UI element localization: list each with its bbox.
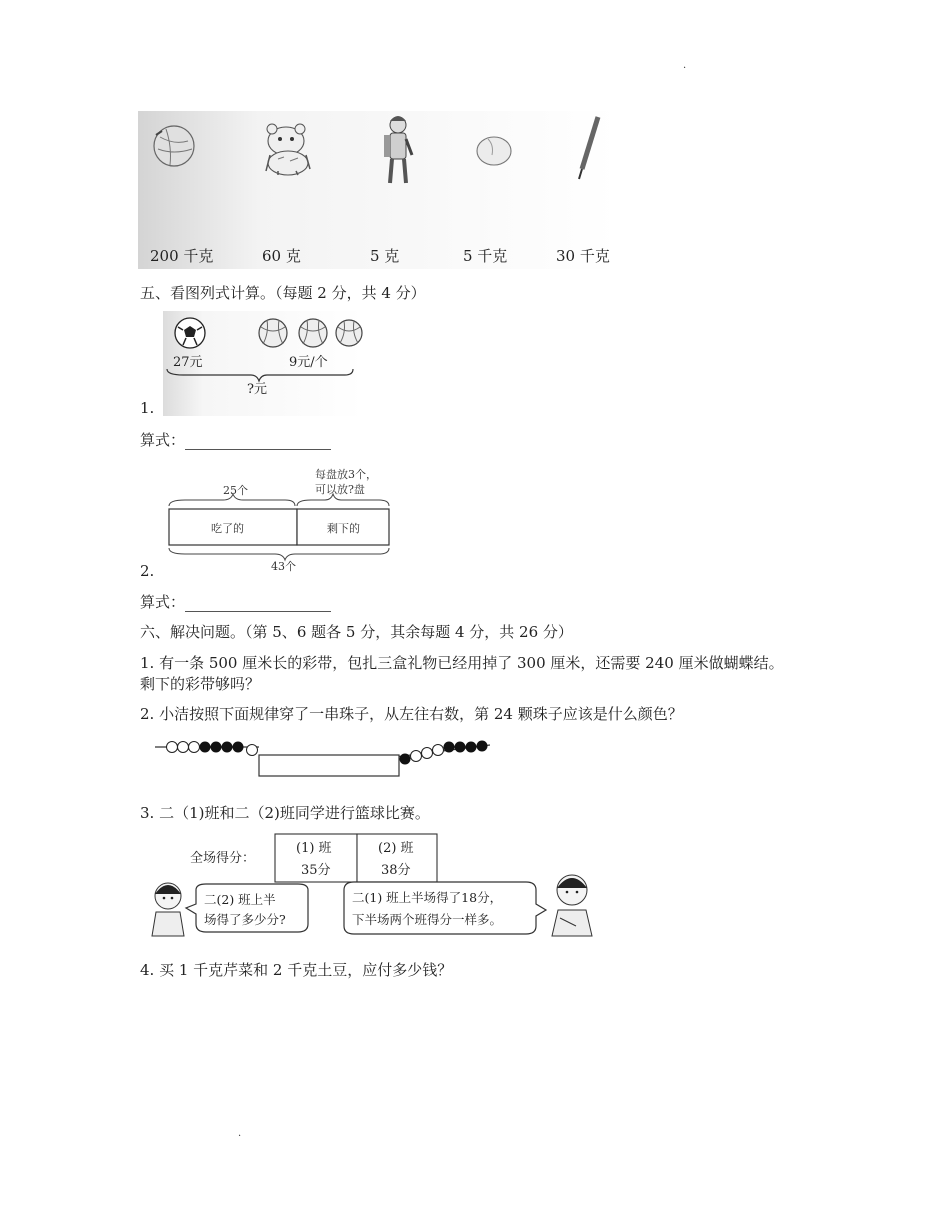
plate-note: 可以放?盘 (315, 483, 365, 496)
header-dot: . (683, 60, 687, 71)
weights-image (138, 111, 618, 269)
black-bead (466, 742, 477, 753)
total-question: ?元 (247, 382, 267, 397)
class2-score: 38分 (381, 863, 411, 878)
volleyball-icon (299, 319, 327, 347)
plate-note: 每盘放3个， (315, 468, 377, 481)
class1-score: 35分 (301, 863, 331, 878)
q1-illustration (163, 311, 363, 416)
basketball-illustration (148, 832, 598, 942)
total-count: 43个 (271, 560, 296, 572)
white-bead (411, 751, 422, 762)
s6-q1-line2: 剩下的彩带够吗？ (140, 675, 261, 693)
q2-number: 2. (140, 562, 155, 580)
weight-label: 5 克 (370, 247, 400, 265)
section6-title: 六、解决问题。（第 5、6 题各 5 分，其余每题 4 分，共 26 分） (140, 623, 573, 641)
white-bead (189, 742, 200, 753)
white-bead (167, 742, 178, 753)
boy-statement: 下半场两个班得分一样多。 (352, 912, 503, 927)
q2-diagram (165, 462, 395, 572)
q1-number: 1. (140, 399, 155, 417)
soccer-ball-icon (175, 318, 205, 348)
girl-question: 场得了多少分? (204, 912, 286, 927)
class1-label: (1) 班 (296, 841, 332, 856)
boy-statement: 二(1) 班上半场得了18分， (352, 890, 503, 905)
beads-image (155, 735, 490, 780)
basketball-image (148, 832, 598, 942)
black-bead (455, 742, 466, 753)
black-bead (477, 741, 488, 752)
white-bead (433, 745, 444, 756)
volleyball-icon (259, 319, 287, 347)
black-bead (444, 742, 455, 753)
answer-label: 算式： (140, 593, 186, 611)
q2-image (165, 462, 395, 572)
hidden-beads-box (259, 755, 399, 776)
remaining-label: 剩下的 (327, 522, 360, 535)
black-bead (222, 742, 233, 753)
eaten-label: 吃了的 (211, 522, 244, 535)
score-label: 全场得分： (190, 851, 256, 866)
s6-q2: 2. 小洁按照下面规律穿了一串珠子，从左往右数，第 24 颗珠子应该是什么颜色？ (140, 705, 683, 723)
s6-q3: 3. 二（1)班和二（2)班同学进行篮球比赛。 (140, 804, 430, 822)
volleyball-price: 9元/个 (289, 355, 328, 370)
weight-label: 30 千克 (556, 247, 610, 265)
beads-diagram (155, 735, 490, 780)
s6-q1-line1: 1. 有一条 500 厘米长的彩带，包扎三盒礼物已经用掉了 300 厘米，还需要 240 厘米做蝴蝶结。 (140, 654, 784, 672)
black-bead (211, 742, 222, 753)
q2-answer-blank[interactable] (185, 597, 331, 612)
volleyball-icon (336, 320, 362, 346)
girl-icon (152, 883, 184, 936)
white-bead (422, 748, 433, 759)
boy-icon (552, 875, 592, 936)
q2-answer-line (140, 592, 331, 612)
footer-dot: . (238, 1128, 242, 1139)
q1-image (163, 311, 363, 416)
white-bead (178, 742, 189, 753)
black-bead (400, 754, 411, 765)
watermelon-icon (154, 126, 194, 166)
q1-answer-blank[interactable] (185, 435, 331, 450)
black-bead (200, 742, 211, 753)
section5-title: 五、看图列式计算。（每题 2 分，共 4 分） (140, 284, 426, 302)
weight-label: 5 千克 (463, 247, 508, 265)
s6-q4: 4. 买 1 千克芹菜和 2 千克土豆，应付多少钱？ (140, 961, 453, 979)
girl-question: 二(2) 班上半 (204, 892, 276, 907)
weights-illustration (138, 111, 618, 269)
class2-label: (2) 班 (378, 841, 414, 856)
black-bead (233, 742, 244, 753)
answer-label: 算式： (140, 431, 186, 449)
weight-label: 200 千克 (150, 247, 214, 265)
ball-price: 27元 (173, 355, 203, 370)
weight-label: 60 克 (262, 247, 301, 265)
eaten-count: 25个 (223, 484, 248, 497)
q1-answer-line (140, 430, 331, 450)
white-bead (247, 745, 258, 756)
peach-icon (477, 137, 511, 165)
